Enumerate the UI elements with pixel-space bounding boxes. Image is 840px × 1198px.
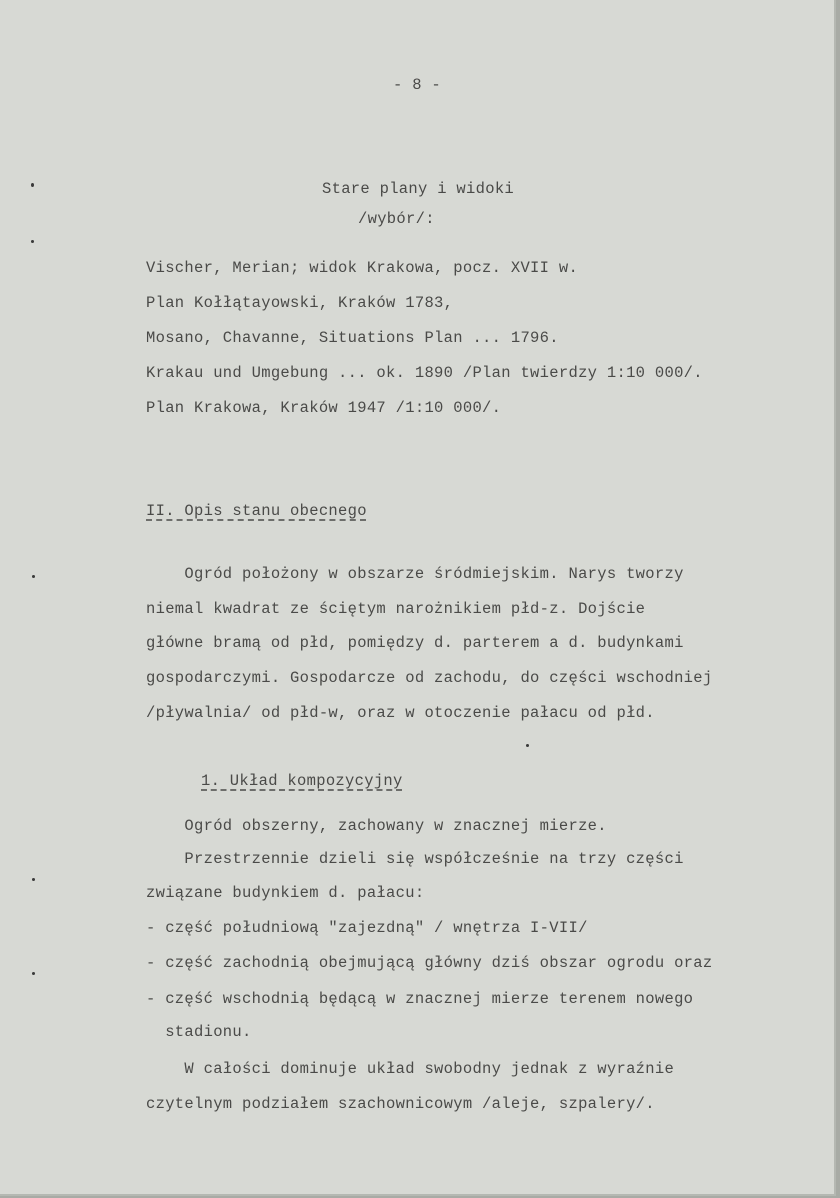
old-plans-subtitle: /wybór/: xyxy=(358,210,435,228)
plan-item: Vischer, Merian; widok Krakowa, pocz. XVII w. xyxy=(146,259,579,277)
paragraph-line: /pływalnia/ od płd-w, oraz w otoczenie pałacu od płd. xyxy=(146,704,655,722)
margin-speck xyxy=(31,240,34,243)
list-item: - część wschodnią będącą w znacznej mierze terenem nowego xyxy=(146,990,694,1008)
margin-speck xyxy=(31,183,34,187)
section-heading: II. Opis stanu obecnego xyxy=(146,502,367,520)
paragraph-line: Przestrzennie dzieli się współcześnie na trzy części xyxy=(146,850,684,868)
page-number: - 8 - xyxy=(393,76,442,94)
old-plans-title: Stare plany i widoki xyxy=(322,180,515,198)
paragraph-line: gospodarczymi. Gospodarcze od zachodu, do części wschodniej xyxy=(146,669,713,687)
margin-speck xyxy=(32,575,35,578)
list-item: - część południową "zajezdną" / wnętrza I-VII/ xyxy=(146,919,588,937)
paragraph-line: główne bramą od płd, pomiędzy d. parterem a d. budynkami xyxy=(146,634,684,652)
plan-item: Plan Kołłątayowski, Kraków 1783, xyxy=(146,294,454,312)
list-item: - część zachodnią obejmującą główny dziś obszar ogrodu oraz xyxy=(146,954,713,972)
paragraph-line: W całości dominuje układ swobodny jednak z wyraźnie xyxy=(146,1060,675,1078)
margin-speck xyxy=(32,972,35,975)
plan-item: Plan Krakowa, Kraków 1947 /1:10 000/. xyxy=(146,399,502,417)
margin-speck xyxy=(32,878,35,881)
paragraph-line: stadionu. xyxy=(146,1023,252,1041)
page-speck xyxy=(526,744,529,747)
subsection-heading: 1. Układ kompozycyjny xyxy=(201,772,403,790)
paragraph-line: Ogród obszerny, zachowany w znacznej mierze. xyxy=(146,817,607,835)
plan-item: Mosano, Chavanne, Situations Plan ... 1796. xyxy=(146,329,559,347)
paragraph-line: czytelnym podziałem szachownicowym /aleje, szpalery/. xyxy=(146,1095,655,1113)
plan-item: Krakau und Umgebung ... ok. 1890 /Plan twierdzy 1:10 000/. xyxy=(146,364,703,382)
paragraph-line: niemal kwadrat ze ściętym narożnikiem płd-z. Dojście xyxy=(146,600,646,618)
paragraph-line: Ogród położony w obszarze śródmiejskim. Narys tworzy xyxy=(146,565,684,583)
paragraph-line: związane budynkiem d. pałacu: xyxy=(146,884,425,902)
